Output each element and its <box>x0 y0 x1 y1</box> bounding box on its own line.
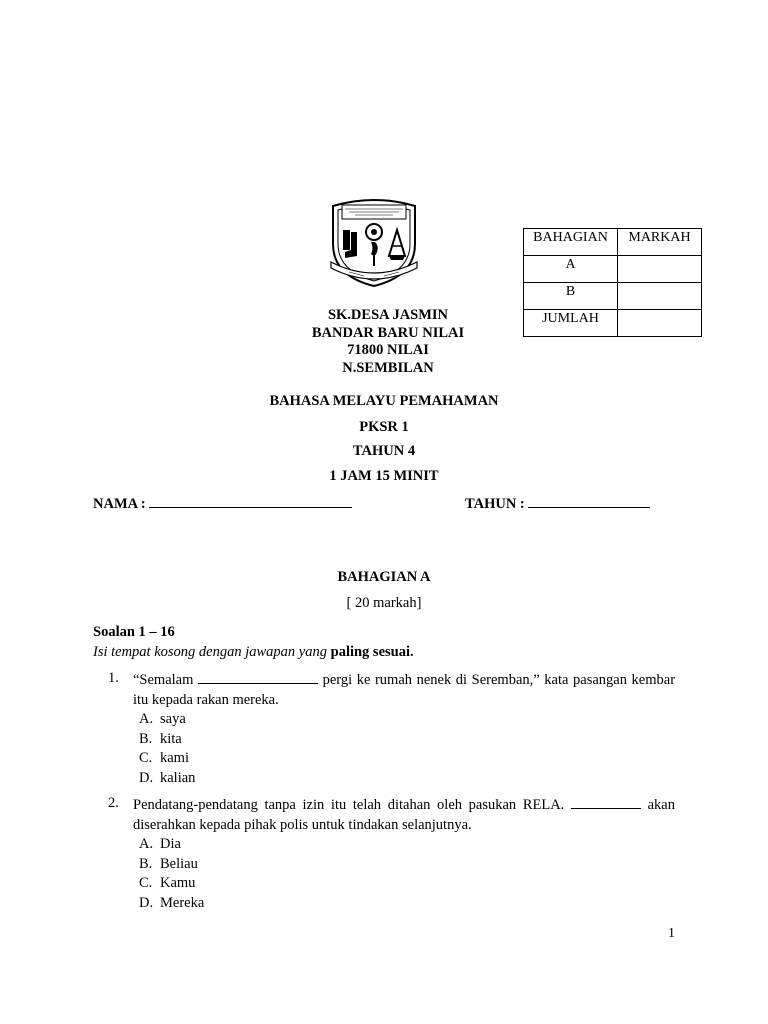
header-markah: MARKAH <box>618 229 702 256</box>
stem-before: Pendatang-pendatang tanpa izin itu telah ditahan oleh pasukan RELA. <box>133 797 565 813</box>
school-name: SK.DESA JASMIN <box>327 307 449 323</box>
school-crest-logo <box>329 196 419 288</box>
questions-range: Soalan 1 – 16 <box>93 624 175 640</box>
option-c[interactable]: C. Kamu <box>139 875 196 891</box>
school-state: N.SEMBILAN <box>342 359 434 376</box>
answer-blank[interactable] <box>571 795 641 809</box>
answer-blank[interactable] <box>198 670 318 684</box>
mark-cell-a[interactable] <box>618 256 702 283</box>
page-number: 1 <box>668 926 675 941</box>
option-b[interactable]: B. kita <box>139 730 182 747</box>
stem-before: “Semalam <box>133 672 194 688</box>
marks-table <box>523 228 702 337</box>
option-c[interactable]: C. kami <box>139 750 189 766</box>
name-field <box>93 494 352 513</box>
option-a[interactable]: A. Dia <box>139 836 181 852</box>
question-2 <box>93 795 675 913</box>
name-label: NAMA : <box>93 496 146 512</box>
table-row <box>524 310 702 337</box>
exam-duration: 1 JAM 15 MINIT <box>329 468 439 484</box>
stem-after: akan diserahkan kepada pihak polis untuk tindakan selanjutnya. <box>133 797 675 833</box>
table-row <box>524 283 702 310</box>
question-1 <box>93 670 675 788</box>
year-field <box>465 494 650 513</box>
school-postcode: 71800 NILAI <box>347 342 429 358</box>
question-number: 1. <box>108 670 119 686</box>
exam-subject: BAHASA MELAYU PEMAHAMAN <box>269 393 499 409</box>
instruction-bold: paling sesuai. <box>330 644 414 660</box>
table-row <box>524 256 702 283</box>
instruction <box>93 644 414 661</box>
instruction-italic: Isi tempat kosong dengan jawapan yang <box>93 644 327 660</box>
options-list <box>139 835 675 913</box>
school-area: BANDAR BARU NILAI <box>311 324 465 341</box>
section-title: BAHAGIAN A <box>337 569 431 585</box>
marks-table-header <box>524 229 702 256</box>
stem-after: pergi ke rumah nenek di Seremban,” kata pasangan kembar itu kepada rakan mereka. <box>133 672 676 708</box>
mark-cell-jumlah[interactable] <box>618 310 702 337</box>
option-d[interactable]: D. kalian <box>139 769 196 786</box>
year-blank[interactable] <box>528 494 650 508</box>
year-label: TAHUN : <box>465 496 525 512</box>
section-marks: [ 20 markah] <box>346 595 422 611</box>
row-label-jumlah: JUMLAH <box>524 310 618 337</box>
name-blank[interactable] <box>149 494 352 508</box>
header-bahagian: BAHAGIAN <box>524 229 618 256</box>
exam-year: TAHUN 4 <box>352 443 416 459</box>
question-stem <box>133 795 675 835</box>
options-list <box>139 710 675 788</box>
mark-cell-b[interactable] <box>618 283 702 310</box>
option-a[interactable]: A. saya <box>139 711 186 727</box>
exam-paper: PKSR 1 <box>359 419 409 435</box>
school-address <box>270 307 506 377</box>
option-b[interactable]: B. Beliau <box>139 855 198 872</box>
question-number: 2. <box>108 795 119 811</box>
row-label-b: B <box>524 283 618 310</box>
question-stem <box>133 670 675 710</box>
row-label-a: A <box>524 256 618 283</box>
option-d[interactable]: D. Mereka <box>139 894 205 911</box>
